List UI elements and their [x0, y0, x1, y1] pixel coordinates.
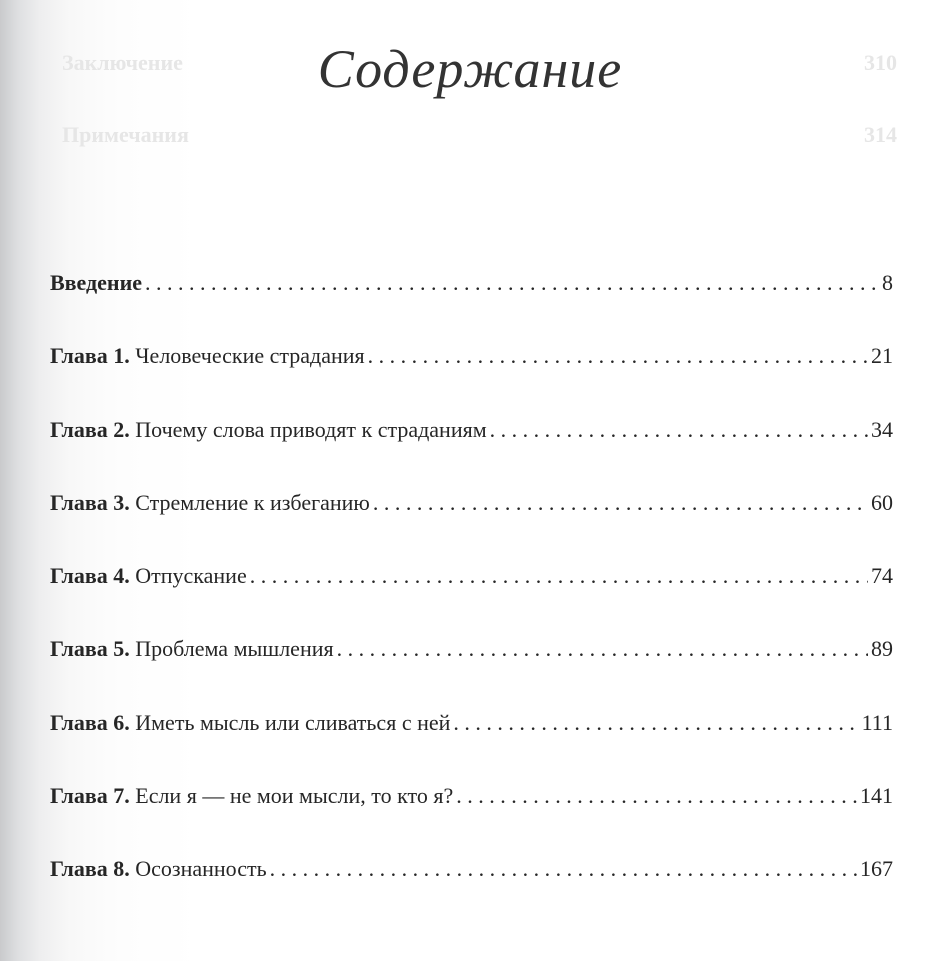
toc-entry [50, 636, 893, 709]
bleed-page: 310 [864, 50, 897, 75]
toc-entry [50, 783, 893, 856]
page-number: 21 [871, 343, 893, 369]
chapter-number: Глава 1. [50, 343, 130, 369]
page-title: Содержание [317, 39, 623, 99]
chapter-number: Глава 7. [50, 783, 130, 809]
toc-entry [50, 490, 893, 563]
page-number: 60 [871, 489, 893, 515]
toc-entry-label [50, 270, 142, 296]
toc-entry-label [50, 783, 453, 809]
toc-entry-label [50, 856, 267, 882]
page-number: 141 [860, 783, 893, 809]
bleed-label: Примечания [62, 122, 189, 147]
dot-leader [456, 783, 857, 809]
bleed-through-line [62, 122, 897, 148]
toc-entry-label [50, 490, 370, 516]
chapter-title: Проблема мышления [135, 636, 334, 662]
chapter-number: Глава 4. [50, 563, 130, 589]
dot-leader [145, 270, 879, 296]
toc-entry-label [50, 636, 334, 662]
toc-entry [50, 270, 893, 343]
table-of-contents [50, 270, 893, 930]
chapter-title: Если я — не мои мысли, то кто я? [135, 783, 454, 809]
toc-entry [50, 856, 893, 929]
chapter-title: Отпускание [135, 563, 247, 589]
toc-entry [50, 343, 893, 416]
bleed-page: 314 [864, 122, 897, 147]
page-number: 8 [882, 270, 893, 295]
page-number: 167 [860, 856, 893, 882]
dot-leader [368, 343, 868, 369]
toc-entry [50, 563, 893, 636]
chapter-number: Введение [50, 270, 143, 295]
toc-entry [50, 710, 893, 783]
page-number: 111 [861, 709, 893, 735]
dot-leader [453, 710, 858, 736]
dot-leader [250, 563, 868, 589]
chapter-title: Человеческие страдания [135, 343, 365, 369]
chapter-number: Глава 5. [50, 636, 130, 662]
toc-entry-label [50, 710, 450, 736]
chapter-title: Стремление к избеганию [135, 489, 370, 515]
dot-leader [337, 636, 868, 662]
chapter-title: Осознанность [135, 856, 267, 882]
chapter-number: Глава 6. [50, 709, 130, 735]
chapter-title: Почему слова приводят к страданиям [135, 416, 487, 442]
page-number: 89 [871, 636, 893, 662]
chapter-number: Глава 3. [50, 489, 130, 515]
dot-leader [490, 417, 868, 443]
dot-leader [270, 856, 857, 882]
page-number: 34 [871, 416, 893, 442]
chapter-number: Глава 8. [50, 856, 130, 882]
toc-entry-label [50, 563, 247, 589]
toc-entry-label [50, 417, 487, 443]
chapter-number: Глава 2. [50, 416, 130, 442]
toc-entry [50, 417, 893, 490]
toc-entry-label [50, 343, 365, 369]
dot-leader [373, 490, 868, 516]
chapter-title: Иметь мысль или сливаться с ней [135, 709, 451, 735]
page-number: 74 [871, 563, 893, 589]
bleed-label: Заключение [62, 50, 183, 75]
